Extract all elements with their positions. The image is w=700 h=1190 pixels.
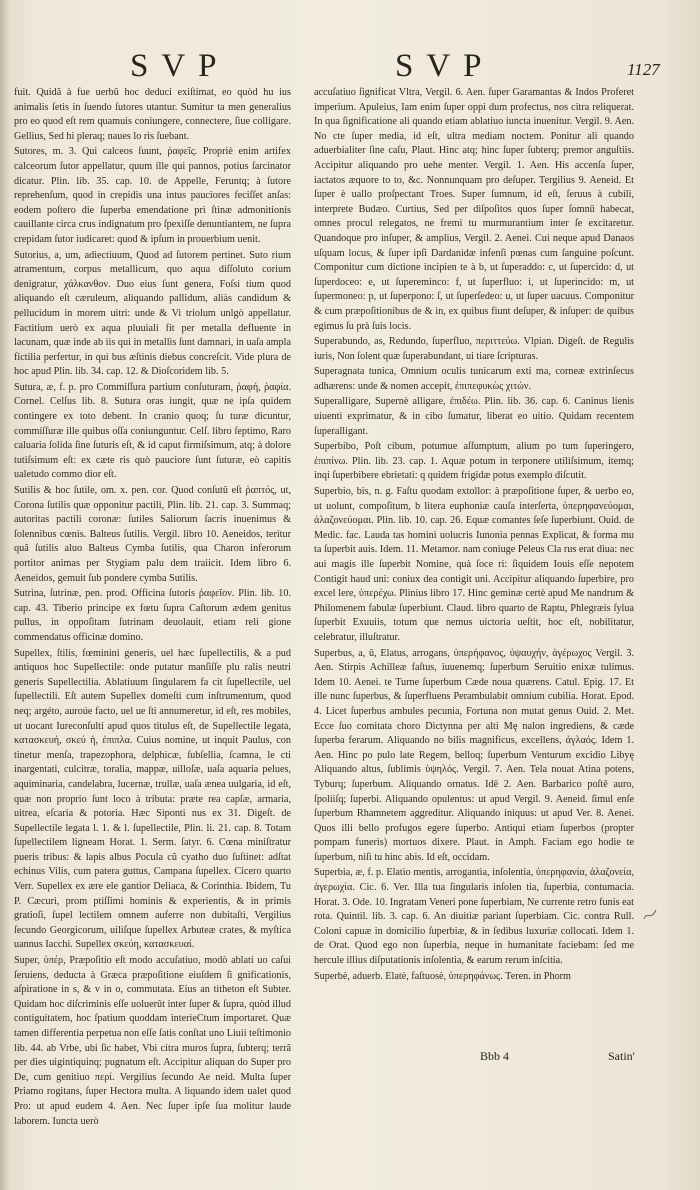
binding-shadow [0, 0, 10, 1190]
ink-mark-icon [640, 905, 660, 925]
dictionary-entry: Superabundo, as, Redundo, ſuperfluo, περιττεύω. Vlpian. Digeſt. de Regulis iuris, Non ſolent quæ ſuperabundant, ui tiare ſcripturas. [314, 336, 634, 362]
catchword: Satin' [608, 1049, 635, 1063]
dictionary-entry: Sutores, m. 3. Qui calceos ſuunt, ῥαφεῖς. Propriè enim artifex calceorum ſutor appellatur, quum ille qui pannos, potius ſarcinator dicatur. Plin. lib. 35. cap. 10. de Appelle, Feruntq; à ſutore reprehenſum, quod in crepidis una intus pauciores feciſſet anſas: eodem poſtero die ſuperba emendatione pri ſtinæ admonitionis cauillante circa crus indignatum pro ſpexiſſe denuntiantem, ne ſupra crepidam ſutor iudicaret: quod & ipſum in prouerbium uenit. [14, 146, 291, 245]
dictionary-entry: Sutrina, ſutrinæ, pen. prod. Officina ſutoris ῥαφεῖον. Plin. lib. 10. cap. 43. Tiberio principe ex fœtu ſupra Caſtorum ædem genitus pullus, in oppoſitam ſutrinam deuolauit, etiam reli gione commendatus officinæ domino. [14, 588, 291, 643]
dictionary-entry: Superbè, aduerb. Elatè, faſtuosè, ὑπερηφάνως. Teren. in Phorm [314, 970, 571, 982]
dictionary-entry: Supellex, ſtilis, fœminini generis, uel hæc ſupellectilis, & a pud antiquos hoc Supellectile: onde putatur manſiſſe plu ralis neutri generis Supellectilia. Ablatiuum ſingularem fa cit ſupellectile, uel ſupellectili. Eſt autem Supellex domeſti cum inſtrumentum, quod neq; argéto, auroúe facto, uel ue ſti annumeretur, id eſt, res mobiles, ut uocant Iureconſulti apud quos titulus eſt, de Supellectile legata, κατασκευή, σκεύ ἡ, ἐπιπλα. Cuius nomine, ut inquit Paulus, con tinetur menſa, trapezophora, delphicæ, ſubſellia, ſcamna, le cti inargentati, culcitræ, toralia, mappæ, uilloſæ, uaſa aquaria pelues, aquiminaria, candelabra, lucernæ, trullæ, uaſa ænea uulgaria, id eſt, quæ non proprio ſunt loco à tributa: præte rea capſæ, armaria, uitrea, eſcaria & potoria. Hæc Siponti nus ex 31. Digeſt. de Supellectile legata l. 1. & l. ſupellectile, Plin. li. 21. cap. 8. Totam ſupellectilem ligneam Horat. 1. Serm. ſatyr. 6. Cœna miniſtratur pueris tribus: & lapis albus Pocula cũ cyatho duo ſuſtinet: adſtat echinus Vilis, cum patera guttus, Campana ſupellex. Cicero quarto Verr. Supellex ex ære ele gantior Deliaca, & Corinthia. Ibidem, Tu P. Cæcuri, prom ptiſſimi hominis & experientis, & in primis gratioſi, ſupel lectilem omnem auferre non dubitaſti, Vergilius ſecundo Georgicorum, uiliſque ſupellex Arbuteæ crates, & myſtica uannus Iacchi. Supellex σκεύη, κατασκευαί. [14, 647, 291, 951]
dictionary-entry: Superalligare, Supernè alligare, ἐπιδέω. Plin. lib. 36. cap. 6. Caninus lienis uiuenti exprimatur, & in cibo ſumatur, liberat eo uitio. Quidam recentem ſuperalligant. [314, 396, 634, 437]
running-head-left: SVP [130, 48, 230, 84]
left-column [14, 86, 291, 1127]
running-head-right: SVP [395, 48, 495, 84]
dictionary-entry: Superagnata tunica, Omnium oculis tunicarum exti ma, corneæ extrinſecus adhærens: unde & nomen accepit, ἐπιπεφυκὼς χιτών. [314, 366, 634, 392]
dictionary-entry: Sutura, æ, f. p. pro Commiſſura partium conſuturam, ῥαφή, ῥαφία. Cornel. Celſus lib. 8. Sutura oras iungit, quæ ne ipſa quidem contingere ex toto debent. In cranio quoq; ſu turæ dicuntur, commiſſuræ ille quibus oſſa coniunguntur. Celſ. libro ſeptimo, Raro caluaria ſolida ſine ſuturis eſt, & id caput firmiſsimum, atq; à dolore tutiſsimum eſt: ex cæte ris quò pauciore ſunt ſuturæ, eò capitis ualetudo commo dior eſt. [14, 381, 291, 481]
page-number: 1127 [627, 60, 660, 79]
dictionary-entry: Superbus, a, ū, Elatus, arrogans, ὑπερήφανος, ὑψαυχήν, ἀγέρωχος Vergil. 3. Aen. Stirpis Achilleæ faſtus, iuuenemq; ſuperbum Seruitio enixæ tulimus. Idem 10. Aenei. te Turne ſuperbum Cæde noua quærens. Catul. Epig. 17. Et ille nunc ſuperbus, & ſuperfluens Perambulabit omnium cubilia. Horat. Epod. 4. Licet ſuperbus ambules pecunia, Fortuna non mutat genus Ouid. 2. Met. Ecce ſuo comitata choro Dictynna per alti Mę nalon ingrediens, & cæde ſuperba ferarum. Aliquando no bilis magnificus, excellens, ἀγλαός. Idem 1. Aen. Hinc po pulo late Regem, belloq; ſuperbum Venturum excidio Libyę Aliquando altus, ſublimis ὑψηλός. Vergil. 7. Aen. Tela nouat Atina potens, Tyburq; ſuperbum. Aliquando ornatus. Idē 2. Aen. Barbarico poſtē auro, ſpoliiſq; ſuperbi. Aliquando opulentus: ut apud Vergil. 9. Aeneid. ſimul enſe ſuperbum Rhamnetem aggreditur. Aliquando iniquus: ut apud Ver. 8. Aenei. Quos illi bello profugos egere ſuperbo. Antiqui etiam ſuperbos (propter pompam funeris) mortuos dixere. Plaut. in Amph. Faciam ego hodie te ſuperbum, niſi tu hinc abis. Id eſt, occidam. [314, 647, 634, 863]
dictionary-entry: Sutilis & hoc ſutile, om. x. pen. cor. Quod conſutû eſt ῥαπτός, ut, Corona ſutilis quæ opponitur pactili, Plin. lib. 21. cap. 3. Summaq; autoritas pactili coronæ: ſutiles Saliorum ſacris inuenimus & ſolennibus cœnis. Balteus ſutilis. Vergil. libro 10. Aeneidos, teritur quâ ſutilis aluo Balteus Cymba ſutilis, qua Charon inferorum portitor animas per Stygiam palu dem traiicit. Idem libro 6. Aeneidos, gemuit ſub pondere cymba Sutilis. [14, 485, 291, 584]
dictionary-entry: Superbia, æ, f. p. Elatio mentis, arrogantia, inſolentia, ὑπερηφανία, ἀλαζονεία, ἀγερωχία. Cic. 6. Ver. Illa tua ſingularis inſolen tia, ſuperbia, contumacia. Horat. 3. Ode. 10. Ingratam Veneri pone ſuperbiam, Ne currente retro funis eat rota. Quintil. lib. 3. cap. 6. An diuitiæ pariant ſuperbiam. Cic. contra Rull. Coloni capuæ in domicilio ſuperbiæ, & in ſedibus luxuriæ collocati. Idem 1. de Orat. Quod ego non ſuperbia, neque in humanitate faciebam: ſed me hercule illius diſputationis inſolentia, & earum rerum inſcitia. [314, 867, 634, 967]
dictionary-entry: Super, ὑπέρ, Præpoſitio eſt modo accuſatiuo, modò ablati uo caſui ſeruiens, deducta à Græca præpoſitione eiuſdem ſi gnificationis, aſpiratione in s, & v in o, commutata. Eius an titheton eſt Subter. Quidam hoc diſcriminis eſſe uoluerût inter ſuper & ſupra, quòd illud contiguitatem, hoc ſpatium quoddam interieCtum importaret. Quæ tamen differentia perpetua non eſſe ſatis conſtat uno Liuii teſtimonio lib. 44. ab Vrbe, ubi ſic habet, Vbi citra muros ſupra, ſubterq; terrã per dies uigintiquinq; pugnatum eſt. Accipitur aliquan do Super pro De, cum genitiuo περί. Vergilius ſecundo Ae neid. Multa ſuper Priamo rogitans, ſuper Hectora multa. A liquando idem ualet quod Pro: ut apud eudem 4. Aen. Nec ſuper ipſe ſua molitur laude laborem. Iuncta uerò [14, 955, 291, 1127]
right-column [314, 86, 634, 1046]
dictionary-entry: Sutorius, a, um, adiectiuum, Quod ad ſutorem pertinet. Suto rium atramentum, corpus metallicum, quo aqua diſſoluto corium denigratur, χάλκανθον. Duo eius ſunt genera, Foſsi tium quod aliquando eſt cæruleum, aliquando pallidum, aliàs candidum & pellucidum in morem uitri: unde & Vi triolum unlgò appellatur. Factitium uerò ex aqua pluuiali fit per metalla defluente in lacunam, quæ inde ab iis qui in metallis ſunt damnari, in uaſa ampla fictilia perfertur, in qui bus æſtinis diebus concreſcit. Vide plura de hoc apud Plin. lib. 34. cap. 12. & Dioſcoridem lib. 5. [14, 249, 291, 378]
dictionary-entry: Superbio, bis, n. g. Faſtu quodam extollor: à præpoſitione ſuper, & uerbo eo, ut uolunt, compoſitum, b litera euphoniæ cauſa interſerta, ὑπερηφανεύομαι, ἀλαζονεύομαι. Plin. lib. 10. cap. 26. Equæ comantes ſeſe ſuperbiunt. Ouid. de Medic. fac. Lauda tas homini uolucris Iunonia pennas Explicat, & forma mu ta ſuperbit auis. Idem. 11. Metamor. nam coniuge Peleus Cla rus erat diua: nec aui magis ille ſuperbit Nomine, quà ſoce ri: ſiquidem Iouis eſſe nepotem Contigit haud uni: coniux dea contigit uni. Accipitur aliquando ſuperbire, pro excel lere, ὑπερέχω. Plinius libro 17. Hinc geminæ certè apud Me nandrum & Philomenem fabulæ ſuperbiunt. Claud. libro quarto de Raptu, Phlegræis ſylua ſuperbit Exuuiis, totum que nemus uictoria ueſtit, hoc eſt, nobilitatur, celebratur, illuſtratur. [314, 486, 634, 643]
signature-mark: Bbb 4 [480, 1049, 510, 1063]
page-header [0, 48, 700, 84]
dictionary-entry: accuſatiuo ſignificat Vltra, Vergil. 6. Aen. ſuper Garamantas & Indos Proferet imperium. Apuleius, Iam enim ſuper oppi dum profectus, nos citra reliquerat. In qua ſignificatione ali quando etiam ablatiuo iuncta inuenitur. Vergil. 9. Aen. No cte ſuper media, id eſt, ultra mediam noctem. Ponitur ali quando aduerbialiter ſine caſu, Plaut. Hinc atq; hinc ſuper ſubterq; premor anguſtiis. Accipitur aliquando pro uehe menter. Vergil. 1. Aen. His accenſa ſuper, iactatos æquore to to, &c. Nonnunquam pro deſuper. Tergilius 9. Aeneid. Et ſuper è uallo proſpectant Troes. Super ſumnum, id eſt, ſeruus à cubili, interprete Budæo. Curtius, Sed per diſpoſitos quos ſuper ſomnū habecat, omnes procul relegatos, ne fremi tu murmurantium inter ſe excitaretur. Quandoque pro inſuper, & amplius, Vergil. 2. Aenei. Cui neque apud Danaos uſquam locus, & ſuper ipſi Dardanidæ infenſi pœnas cum ſanguine poſcunt. Componitur cum dictione incipien te à b, ut ſuperaddo: c, ut ſupercido: d, ut ſuperdoceo: e, ut ſupereminco: f, ut ſuperfluo: i, ut ſuperincido: m, ut ſupermoneo: p, ut ſuperpono: ſ, ut ſuperſedeo: u, ut ſuper uacuus. Componitur & cum præpoſitionibus de & in, ex quibus fiunt deſuper, & inſuper: de quibus egimus ſu prà ſuis locis. [314, 87, 634, 332]
dictionary-entry: Superbibo, Poſt cibum, potumue aſſumptum, alium po tum ſuperingero, ἐπιπίνω. Plin. lib. 23. cap. 1. Aquæ potum in terponere utiliſsimum, itemq; inqi ſuperbibere ebrietati: q quidem frigidæ potus exemplo diſcutit. [314, 441, 634, 482]
dictionary-entry: fuit. Quidã à fue uerbû hoc deduci exiſtimat, eo quòd hu ius animalis ſetis in ſuendo ſutores utantur. Sumitur ta men generalius pro eo quod eſt rem quamuis coniungere, connectere, ſiue colligare. Gellius, Sed hi pleraq; naues lo rìs ſuebant. [14, 87, 291, 142]
